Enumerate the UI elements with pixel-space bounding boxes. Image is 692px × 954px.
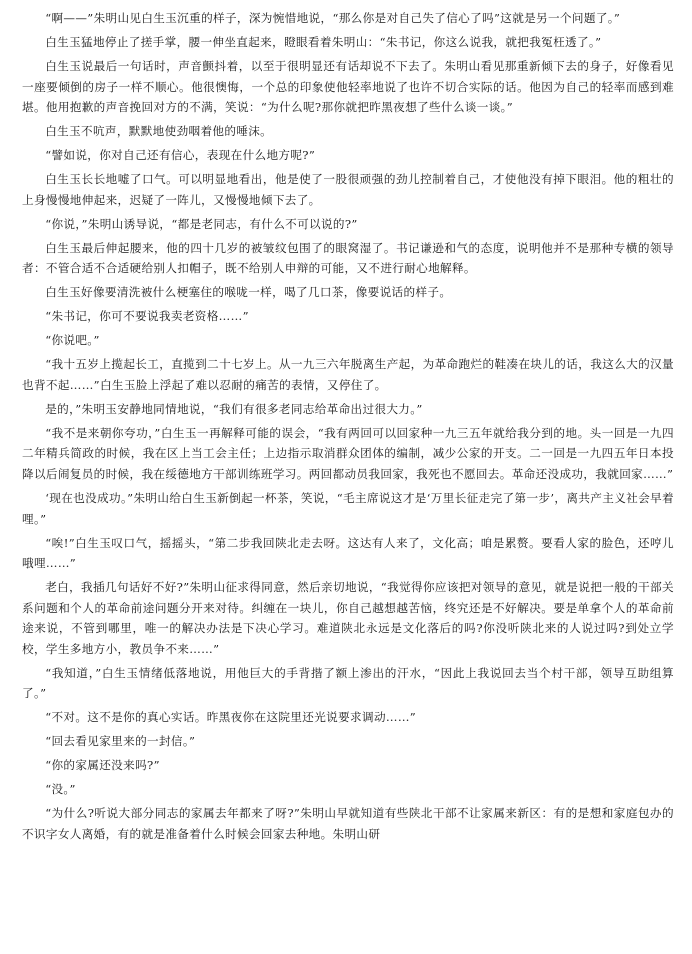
- paragraph: “我十五岁上揽起长工，直揽到二十七岁上。从一九三六年脱离生产起，为革命跑烂的鞋凑在块儿的话，我这么大的汉量也背不起……”白生玉脸上浮起了难以忍耐的痛苦的表情，又停住了。: [22, 357, 674, 392]
- paragraph: 白生玉好像要清洗被什么梗塞住的喉咙一样，喝了几口茶，像要说话的样子。: [45, 285, 452, 300]
- paragraph: 白生玉长长地嘘了口气。可以明显地看出，他是使了一股很顽强的劲儿控制着自己，才使他没有掉下眼泪。他的粗壮的上身慢慢地伸起来，迟疑了一阵儿，又慢慢地倾下去了。: [22, 172, 674, 207]
- paragraph: 是的，”朱明玉安静地同情地说，“我们有很多老同志给革命出过很大力。”: [45, 401, 423, 416]
- paragraph: 老白，我插几句话好不好?”朱明山征求得同意，然后亲切地说，“我觉得你应该把对领导的意见，就是说把一般的干部关系问题和个人的革命前途问题分开来对待。纠缠在一块儿，你自己越想越苦恼，终究还是不好解决。要是单拿个人的革命前途来说，不管到哪里，唯一的解决办法是下决心学习。难道陕北永远是文化落后的吗?你没听陕北来的人说过吗?到处立学校，学生多地方小，教员争不来……”: [22, 580, 674, 656]
- paragraph: “你的家属还没来吗?”: [45, 758, 160, 773]
- paragraph: “你说，”朱明山诱导说，“都是老同志，有什么不可以说的?”: [45, 216, 358, 231]
- paragraph: “不对。这不是你的真心实话。昨黑夜你在这院里还光说要求调动……”: [45, 710, 417, 725]
- paragraph: “你说吧。”: [45, 333, 100, 348]
- paragraph: “朱书记，你可不要说我卖老资格……”: [45, 309, 249, 324]
- paragraph: 白生玉说最后一句话时，声音颤抖着，以至于很明显还有话却说不下去了。朱明山看见那重新倾下去的身子，好像看见一座要倾倒的房子一样不顺心。他很懊悔，一个总的印象使他轻率地说了也许不切合实际的话。他因为自己的轻率而感到难堪。他用抱歉的声音挽回对方的不满，笑说：“为什么呢?那你就把昨黑夜想了些什么谈一谈。”: [22, 58, 674, 115]
- paragraph: “为什么?听说大部分同志的家属去年都来了呀?”朱明山早就知道有些陕北干部不让家属来新区：有的是想和家庭包办的不识字女人离婚，有的就是准备着什么时候会回家去种地。朱明山研: [22, 806, 674, 841]
- paragraph: “我不是来朝你夸功，”白生玉一再解释可能的误会，“我有两回可以回家种一九三五年就给我分到的地。头一回是一九四二年精兵简政的时候，我在区上当工会主任；上边指示取消群众团体的编制，减少公家的开支。二一回是一九四五年日本投降以后闹复员的时候，我在绥德地方干部训练班学习。两回都动员我回家，我死也不愿回去。革命还没成功，我就回家……”: [22, 425, 674, 481]
- paragraph: “回去看见家里来的一封信。”: [45, 734, 196, 749]
- paragraph: “唉!”白生玉叹口气，摇摇头，“第二步我回陕北走去呀。这达有人来了，文化高；咱是累赘。要看人家的脸色，还哼儿哦哩……”: [22, 535, 674, 571]
- paragraph: “我知道，”白生玉情绪低落地说，用他巨大的手背揩了额上渗出的汗水，“因此上我说回去当个村干部，领导互助组算了。”: [22, 665, 674, 701]
- paragraph: ‘现在也没成功。”朱明山给白生玉新倒起一杯茶，笑说，“毛主席说这才是‘万里长征走完了第一步’，离共产主义社会早着哩。”: [22, 490, 674, 526]
- paragraph: “啊——”朱明山见白生玉沉重的样子，深为惋惜地说，“那么你是对自己失了信心了吗”这就是另一个问题了。”: [45, 11, 621, 25]
- paragraph: 白生玉不吭声，默默地使劲咽着他的唾沫。: [45, 124, 273, 139]
- paragraph: 白生玉猛地停止了搓手掌，腰一伸坐直起来，瞪眼看着朱明山：“朱书记，你这么说我，就把我冤枉透了。”: [45, 34, 602, 49]
- paragraph: “譬如说，你对自己还有信心，表现在什么地方呢?”: [45, 148, 316, 163]
- paragraph: 白生玉最后伸起腰来，他的四十几岁的被皱纹包围了的眼窝湿了。书记谦逊和气的态度，说明他并不是那种专横的领导者：不管合适不合适硬给别人扣帽子，既不给别人申辩的可能，又不进行耐心地解释。: [22, 240, 674, 276]
- paragraph: “没。”: [45, 782, 76, 797]
